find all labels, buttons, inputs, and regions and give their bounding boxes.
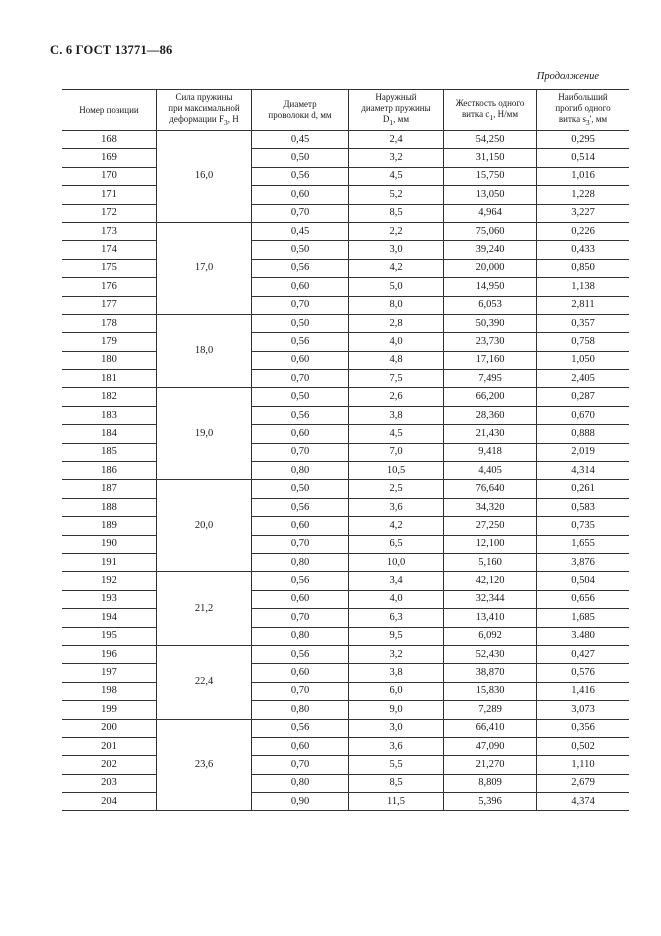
outer-diameter-cell: 2,2 <box>349 222 444 240</box>
stiffness-cell: 23,730 <box>444 333 537 351</box>
wire-diameter-cell: 0,50 <box>252 149 349 167</box>
wire-diameter-cell: 0,50 <box>252 241 349 259</box>
outer-diameter-cell: 11,5 <box>349 793 444 811</box>
position-cell: 198 <box>62 682 157 700</box>
stiffness-cell: 66,410 <box>444 719 537 737</box>
header-deflection-subscript: 3 <box>585 117 590 127</box>
outer-diameter-cell: 5,0 <box>349 278 444 296</box>
position-cell: 178 <box>62 314 157 332</box>
stiffness-cell: 52,430 <box>444 645 537 663</box>
outer-diameter-cell: 4,2 <box>349 517 444 535</box>
outer-diameter-cell: 6,0 <box>349 682 444 700</box>
position-cell: 170 <box>62 167 157 185</box>
deflection-cell: 1,050 <box>537 351 630 369</box>
table-row <box>62 737 629 755</box>
outer-diameter-cell: 3,2 <box>349 645 444 663</box>
outer-diameter-cell: 2,5 <box>349 480 444 498</box>
force-cell: 18,0 <box>157 314 252 388</box>
outer-diameter-cell: 10,5 <box>349 462 444 480</box>
header-force-line1: Сила пружины <box>175 92 233 103</box>
position-cell: 181 <box>62 370 157 388</box>
wire-diameter-cell: 0,70 <box>252 370 349 388</box>
deflection-cell: 0,433 <box>537 241 630 259</box>
stiffness-cell: 76,640 <box>444 480 537 498</box>
position-cell: 179 <box>62 333 157 351</box>
position-cell: 177 <box>62 296 157 314</box>
wire-diameter-cell: 0,45 <box>252 131 349 149</box>
position-cell: 190 <box>62 535 157 553</box>
table-row <box>62 627 629 645</box>
outer-diameter-cell: 3,2 <box>349 149 444 167</box>
table-row <box>62 333 629 351</box>
position-cell: 185 <box>62 443 157 461</box>
position-cell: 189 <box>62 517 157 535</box>
header-outer-line3: D <box>382 114 390 125</box>
table-row <box>62 462 629 480</box>
position-cell: 201 <box>62 737 157 755</box>
header-force-line3: деформации F <box>169 114 224 125</box>
outer-diameter-cell: 3,6 <box>349 737 444 755</box>
stiffness-cell: 4,405 <box>444 462 537 480</box>
position-cell: 180 <box>62 351 157 369</box>
header-force-unit: , Н <box>227 114 239 125</box>
stiffness-cell: 13,410 <box>444 609 537 627</box>
wire-diameter-cell: 0,80 <box>252 627 349 645</box>
outer-diameter-cell: 9,0 <box>349 701 444 719</box>
table-row <box>62 186 629 204</box>
header-position-label: Номер позиции <box>79 104 139 115</box>
stiffness-cell: 39,240 <box>444 241 537 259</box>
header-deflection <box>537 90 630 131</box>
position-cell: 174 <box>62 241 157 259</box>
stiffness-cell: 50,390 <box>444 314 537 332</box>
table-row <box>62 388 629 406</box>
wire-diameter-cell: 0,60 <box>252 351 349 369</box>
deflection-cell: 2,405 <box>537 370 630 388</box>
wire-diameter-cell: 0,80 <box>252 774 349 792</box>
deflection-cell: 0,504 <box>537 572 630 590</box>
deflection-cell: 4,374 <box>537 793 630 811</box>
wire-diameter-cell: 0,70 <box>252 609 349 627</box>
outer-diameter-cell: 4,0 <box>349 590 444 608</box>
deflection-cell: 4,314 <box>537 462 630 480</box>
position-cell: 171 <box>62 186 157 204</box>
table-row <box>62 756 629 774</box>
position-cell: 195 <box>62 627 157 645</box>
table-row <box>62 517 629 535</box>
position-cell: 196 <box>62 645 157 663</box>
header-force-subscript: 3 <box>223 117 228 127</box>
outer-diameter-cell: 4,2 <box>349 259 444 277</box>
table-row <box>62 664 629 682</box>
wire-diameter-cell: 0,56 <box>252 572 349 590</box>
stiffness-cell: 66,200 <box>444 388 537 406</box>
stiffness-cell: 75,060 <box>444 222 537 240</box>
deflection-cell: 1,416 <box>537 682 630 700</box>
wire-diameter-cell: 0,70 <box>252 204 349 222</box>
stiffness-cell: 21,430 <box>444 425 537 443</box>
deflection-cell: 0,758 <box>537 333 630 351</box>
wire-diameter-cell: 0,56 <box>252 406 349 424</box>
position-cell: 192 <box>62 572 157 590</box>
wire-diameter-cell: 0,70 <box>252 756 349 774</box>
position-cell: 200 <box>62 719 157 737</box>
deflection-cell: 3,876 <box>537 553 630 571</box>
header-wire-diameter <box>252 90 349 131</box>
force-cell: 21,2 <box>157 572 252 646</box>
table-row <box>62 131 629 149</box>
stiffness-cell: 28,360 <box>444 406 537 424</box>
wire-diameter-cell: 0,56 <box>252 498 349 516</box>
header-deflection-line2: прогиб одного <box>555 103 611 114</box>
stiffness-cell: 12,100 <box>444 535 537 553</box>
position-cell: 172 <box>62 204 157 222</box>
force-cell: 16,0 <box>157 131 252 223</box>
header-outer-diameter <box>349 90 444 131</box>
position-cell: 194 <box>62 609 157 627</box>
outer-diameter-cell: 2,4 <box>349 131 444 149</box>
outer-diameter-cell: 7,5 <box>349 370 444 388</box>
header-deflection-line3: витка s <box>558 114 586 125</box>
deflection-cell: 0,576 <box>537 664 630 682</box>
position-cell: 191 <box>62 553 157 571</box>
deflection-cell: 2,811 <box>537 296 630 314</box>
header-stiffness <box>444 90 537 131</box>
position-cell: 187 <box>62 480 157 498</box>
stiffness-cell: 6,092 <box>444 627 537 645</box>
force-cell: 19,0 <box>157 388 252 480</box>
table-row <box>62 443 629 461</box>
header-stiffness-unit: , Н/мм <box>493 108 519 119</box>
table-row <box>62 682 629 700</box>
table-row <box>62 793 629 811</box>
outer-diameter-cell: 4,0 <box>349 333 444 351</box>
wire-diameter-cell: 0,56 <box>252 259 349 277</box>
deflection-cell: 0,850 <box>537 259 630 277</box>
stiffness-cell: 21,270 <box>444 756 537 774</box>
table-row <box>62 296 629 314</box>
stiffness-cell: 32,344 <box>444 590 537 608</box>
stiffness-cell: 47,090 <box>444 737 537 755</box>
deflection-cell: 0,514 <box>537 149 630 167</box>
table-row <box>62 645 629 663</box>
header-outer-unit: , мм <box>393 114 410 125</box>
outer-diameter-cell: 7,0 <box>349 443 444 461</box>
table-row <box>62 572 629 590</box>
page-header: С. 6 ГОСТ 13771—86 <box>50 43 173 57</box>
position-cell: 173 <box>62 222 157 240</box>
position-cell: 204 <box>62 793 157 811</box>
outer-diameter-cell: 3,4 <box>349 572 444 590</box>
stiffness-cell: 31,150 <box>444 149 537 167</box>
outer-diameter-cell: 3,8 <box>349 664 444 682</box>
position-cell: 186 <box>62 462 157 480</box>
header-wire-line2: проволоки d, мм <box>268 110 332 120</box>
deflection-cell: 0,502 <box>537 737 630 755</box>
table-row <box>62 351 629 369</box>
header-position <box>62 90 157 131</box>
wire-diameter-cell: 0,60 <box>252 425 349 443</box>
position-cell: 182 <box>62 388 157 406</box>
deflection-cell: 3,073 <box>537 701 630 719</box>
outer-diameter-cell: 4,5 <box>349 167 444 185</box>
position-cell: 202 <box>62 756 157 774</box>
header-stiffness-subscript: 1 <box>489 112 494 122</box>
wire-diameter-cell: 0,60 <box>252 278 349 296</box>
position-cell: 183 <box>62 406 157 424</box>
table-row <box>62 204 629 222</box>
table-body <box>62 131 629 811</box>
table-row <box>62 278 629 296</box>
position-cell: 199 <box>62 701 157 719</box>
outer-diameter-cell: 3,0 <box>349 241 444 259</box>
outer-diameter-cell: 4,5 <box>349 425 444 443</box>
position-cell: 203 <box>62 774 157 792</box>
stiffness-cell: 5,396 <box>444 793 537 811</box>
table-row <box>62 314 629 332</box>
header-stiffness-line2: витка c <box>461 108 490 119</box>
header-wire-line1: Диаметр <box>283 99 317 109</box>
outer-diameter-cell: 6,3 <box>349 609 444 627</box>
header-outer-line1: Наружный <box>375 92 417 103</box>
stiffness-cell: 5,160 <box>444 553 537 571</box>
force-cell: 20,0 <box>157 480 252 572</box>
table-row <box>62 480 629 498</box>
table-row <box>62 406 629 424</box>
wire-diameter-cell: 0,70 <box>252 443 349 461</box>
stiffness-cell: 27,250 <box>444 517 537 535</box>
deflection-cell: 1,138 <box>537 278 630 296</box>
table-row <box>62 553 629 571</box>
stiffness-cell: 13,050 <box>444 186 537 204</box>
continuation-label: Продолжение <box>536 71 599 82</box>
deflection-cell: 0,226 <box>537 222 630 240</box>
position-cell: 168 <box>62 131 157 149</box>
deflection-cell: 1,110 <box>537 756 630 774</box>
header-row <box>62 90 629 131</box>
deflection-cell: 0,427 <box>537 645 630 663</box>
header-force <box>157 90 252 131</box>
deflection-cell: 2,019 <box>537 443 630 461</box>
wire-diameter-cell: 0,70 <box>252 296 349 314</box>
force-cell: 17,0 <box>157 222 252 314</box>
wire-diameter-cell: 0,56 <box>252 333 349 351</box>
outer-diameter-cell: 3,8 <box>349 406 444 424</box>
deflection-cell: 1,016 <box>537 167 630 185</box>
stiffness-cell: 6,053 <box>444 296 537 314</box>
outer-diameter-cell: 5,5 <box>349 756 444 774</box>
stiffness-cell: 38,870 <box>444 664 537 682</box>
table-row <box>62 259 629 277</box>
stiffness-cell: 54,250 <box>444 131 537 149</box>
outer-diameter-cell: 2,6 <box>349 388 444 406</box>
outer-diameter-cell: 2,8 <box>349 314 444 332</box>
table-row <box>62 774 629 792</box>
header-deflection-unit: ', мм <box>589 114 608 125</box>
wire-diameter-cell: 0,70 <box>252 682 349 700</box>
stiffness-cell: 15,750 <box>444 167 537 185</box>
deflection-cell: 3,227 <box>537 204 630 222</box>
stiffness-cell: 7,289 <box>444 701 537 719</box>
wire-diameter-cell: 0,80 <box>252 462 349 480</box>
header-force-line2: при максимальной <box>168 103 240 114</box>
wire-diameter-cell: 0,56 <box>252 167 349 185</box>
outer-diameter-cell: 9,5 <box>349 627 444 645</box>
table-row <box>62 535 629 553</box>
position-cell: 176 <box>62 278 157 296</box>
outer-diameter-cell: 6,5 <box>349 535 444 553</box>
deflection-cell: 1,685 <box>537 609 630 627</box>
spring-spec-table <box>62 89 629 811</box>
table-row <box>62 701 629 719</box>
stiffness-cell: 20,000 <box>444 259 537 277</box>
deflection-cell: 0,287 <box>537 388 630 406</box>
wire-diameter-cell: 0,60 <box>252 664 349 682</box>
header-deflection-line1: Наибольший <box>558 92 608 103</box>
position-cell: 188 <box>62 498 157 516</box>
deflection-cell: 0,735 <box>537 517 630 535</box>
deflection-cell: 1,228 <box>537 186 630 204</box>
position-cell: 193 <box>62 590 157 608</box>
header-stiffness-line1: Жесткость одного <box>455 97 525 108</box>
stiffness-cell: 14,950 <box>444 278 537 296</box>
position-cell: 169 <box>62 149 157 167</box>
stiffness-cell: 42,120 <box>444 572 537 590</box>
deflection-cell: 0,670 <box>537 406 630 424</box>
wire-diameter-cell: 0,70 <box>252 535 349 553</box>
position-cell: 197 <box>62 664 157 682</box>
table-row <box>62 149 629 167</box>
force-cell: 23,6 <box>157 719 252 811</box>
table-row <box>62 241 629 259</box>
wire-diameter-cell: 0,60 <box>252 737 349 755</box>
position-cell: 175 <box>62 259 157 277</box>
wire-diameter-cell: 0,80 <box>252 553 349 571</box>
deflection-cell: 0,356 <box>537 719 630 737</box>
deflection-cell: 0,888 <box>537 425 630 443</box>
header-outer-subscript: 1 <box>389 117 394 127</box>
deflection-cell: 0,261 <box>537 480 630 498</box>
table-row <box>62 719 629 737</box>
position-cell: 184 <box>62 425 157 443</box>
stiffness-cell: 9,418 <box>444 443 537 461</box>
outer-diameter-cell: 5,2 <box>349 186 444 204</box>
table-row <box>62 222 629 240</box>
table-row <box>62 498 629 516</box>
outer-diameter-cell: 8,0 <box>349 296 444 314</box>
stiffness-cell: 17,160 <box>444 351 537 369</box>
deflection-cell: 0,295 <box>537 131 630 149</box>
stiffness-cell: 7,495 <box>444 370 537 388</box>
outer-diameter-cell: 8,5 <box>349 774 444 792</box>
outer-diameter-cell: 8,5 <box>349 204 444 222</box>
table-row <box>62 590 629 608</box>
wire-diameter-cell: 0,56 <box>252 645 349 663</box>
wire-diameter-cell: 0,60 <box>252 517 349 535</box>
wire-diameter-cell: 0,60 <box>252 186 349 204</box>
table-row <box>62 167 629 185</box>
wire-diameter-cell: 0,80 <box>252 701 349 719</box>
table-row <box>62 425 629 443</box>
wire-diameter-cell: 0,50 <box>252 388 349 406</box>
deflection-cell: 0,656 <box>537 590 630 608</box>
outer-diameter-cell: 3,6 <box>349 498 444 516</box>
header-outer-line2: диаметр пружины <box>361 103 431 114</box>
wire-diameter-cell: 0,90 <box>252 793 349 811</box>
deflection-cell: 2,679 <box>537 774 630 792</box>
wire-diameter-cell: 0,50 <box>252 480 349 498</box>
stiffness-cell: 15,830 <box>444 682 537 700</box>
force-cell: 22,4 <box>157 645 252 719</box>
stiffness-cell: 4,964 <box>444 204 537 222</box>
outer-diameter-cell: 10,0 <box>349 553 444 571</box>
deflection-cell: 1,655 <box>537 535 630 553</box>
outer-diameter-cell: 4,8 <box>349 351 444 369</box>
wire-diameter-cell: 0,50 <box>252 314 349 332</box>
deflection-cell: 3.480 <box>537 627 630 645</box>
table-row <box>62 609 629 627</box>
wire-diameter-cell: 0,60 <box>252 590 349 608</box>
table-header <box>62 90 629 131</box>
table-row <box>62 370 629 388</box>
stiffness-cell: 34,320 <box>444 498 537 516</box>
wire-diameter-cell: 0,56 <box>252 719 349 737</box>
deflection-cell: 0,357 <box>537 314 630 332</box>
deflection-cell: 0,583 <box>537 498 630 516</box>
outer-diameter-cell: 3,0 <box>349 719 444 737</box>
wire-diameter-cell: 0,45 <box>252 222 349 240</box>
stiffness-cell: 8,809 <box>444 774 537 792</box>
